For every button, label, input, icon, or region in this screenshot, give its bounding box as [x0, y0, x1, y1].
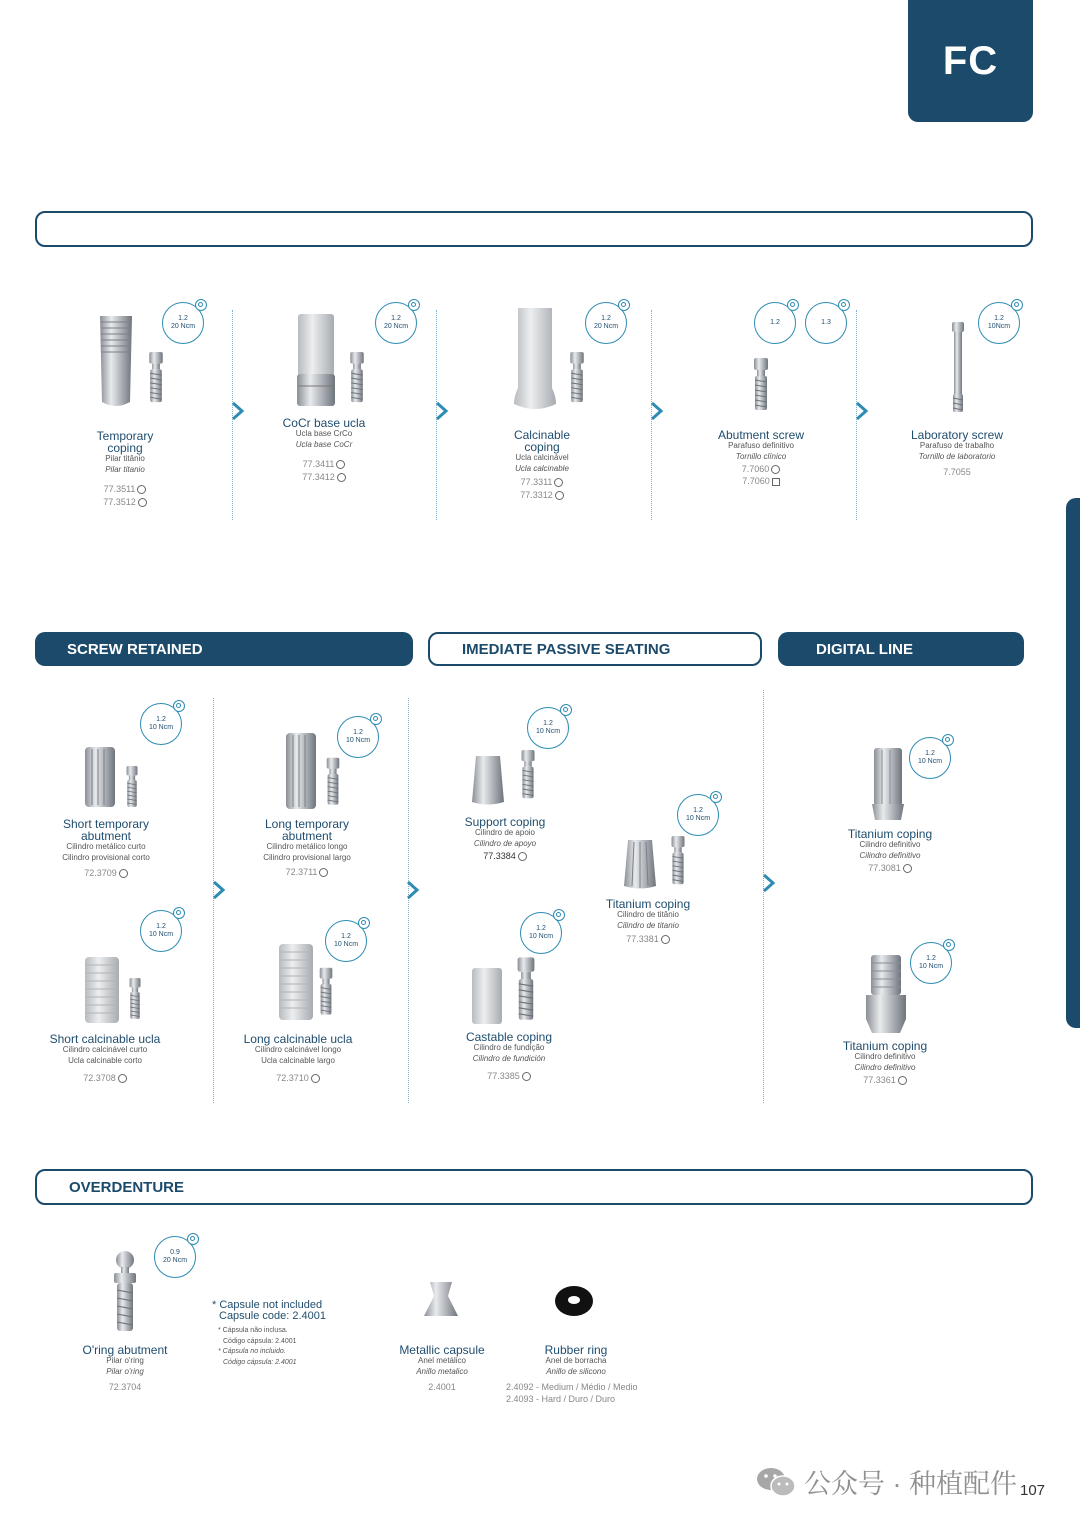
note-line: Código cápsula: 2.4001 [223, 1358, 297, 1366]
product-code: 7.7055 [943, 466, 971, 477]
product-code: 2.4001 [428, 1381, 456, 1392]
screw-image [518, 750, 538, 802]
short-calcinable-ucla-image [84, 955, 120, 1025]
chevron-right-icon [650, 401, 664, 421]
chevron-right-icon [762, 873, 776, 893]
screw-image [567, 352, 587, 406]
section-header-overdenture: OVERDENTURE [35, 1169, 1033, 1205]
screw-image [127, 978, 143, 1022]
product-name: Laboratory screw [910, 428, 1004, 442]
product-name: Titanium coping [847, 827, 933, 841]
product-subtitle: Cilindro metálico longo [266, 842, 348, 851]
product-name: coping [107, 441, 143, 455]
product-code: 77.3384 [420, 850, 590, 863]
product-name: Temporary [96, 429, 154, 443]
product-name: CoCr base ucla [282, 416, 366, 430]
torque-badge: 1.2 10 Ncm [140, 703, 182, 745]
product-name: Rubber ring [544, 1343, 608, 1357]
product-subtitle: Parafuso definitivo [728, 441, 794, 450]
rubber-ring-image [554, 1284, 594, 1318]
product-abutment-screw [676, 429, 846, 488]
product-subtitle-es: Pilar o'ring [106, 1366, 144, 1376]
product-code: 77.3412 [239, 472, 409, 483]
chevron-right-icon [212, 880, 226, 900]
product-subtitle: Cilindro calcinável curto [62, 1045, 148, 1054]
torque-badge: 1.2 10 Ncm [909, 737, 951, 779]
wechat-icon [756, 1466, 796, 1498]
chevron-right-icon [855, 401, 869, 421]
titanium-coping-image [622, 838, 658, 890]
product-name: Long calcinable ucla [243, 1032, 353, 1046]
torque-badge: 1.2 20 Ncm [585, 302, 627, 344]
torque-badge: 1.2 [754, 302, 796, 344]
section-header-imediate-passive-seating: IMEDIATE PASSIVE SEATING [428, 632, 762, 666]
product-code: 2.4092 - Medium / Médio / Medio [506, 1381, 638, 1392]
product-rubber-ring [506, 1344, 666, 1406]
temporary-coping-image [96, 312, 136, 410]
product-oring-abutment [40, 1344, 210, 1395]
screw-image [514, 956, 538, 1026]
product-castable-coping [424, 1031, 594, 1084]
product-subtitle-es: Ucla calcinable corto [68, 1055, 142, 1065]
product-laboratory-screw [872, 429, 1042, 480]
product-code: 77.3081 [805, 862, 975, 875]
product-subtitle: Pilar o'ring [106, 1356, 144, 1365]
side-edge-bar [1066, 498, 1080, 1028]
product-code: 2.4093 - Hard / Duro / Duro [506, 1393, 616, 1404]
product-short-calcinable-ucla [20, 1033, 190, 1086]
product-name: Titanium coping [605, 897, 691, 911]
product-code: 77.3385 [424, 1069, 594, 1084]
note-line: Capsule code: 2.4001 [219, 1310, 327, 1322]
note-line: Código cápsula: 2.4001 [223, 1337, 297, 1345]
product-subtitle: Parafuso de trabalho [919, 441, 995, 450]
screw-image [124, 766, 140, 810]
product-subtitle: Pilar titânio [105, 454, 145, 463]
chevron-right-icon [435, 401, 449, 421]
product-name: Support coping [464, 815, 546, 829]
product-subtitle: Ucla base CrCo [295, 429, 353, 438]
chevron-right-icon [406, 880, 420, 900]
product-subtitle: Cilindro de apoio [474, 828, 536, 837]
torque-badge: 0.9 20 Ncm [154, 1236, 196, 1278]
product-code: 77.3312 [457, 490, 627, 501]
product-subtitle-es: Cilindro provisional largo [263, 852, 351, 862]
product-subtitle-es: Cilindro de fundición [472, 1053, 546, 1063]
long-temporary-abutment-image [285, 731, 317, 811]
product-subtitle-es: Cilindro de apoyo [473, 838, 537, 848]
screw-image [347, 352, 367, 406]
torque-badge: 1.2 10 Ncm [520, 912, 562, 954]
product-short-temporary-abutment [21, 818, 191, 881]
product-name: O'ring abutment [82, 1343, 168, 1357]
torque-badge: 1.2 10 Ncm [910, 942, 952, 984]
product-long-temporary-abutment [222, 818, 392, 880]
product-calcinable-coping [457, 429, 627, 501]
support-coping-image [470, 754, 506, 806]
product-subtitle-es: Anillo metalico [416, 1366, 468, 1376]
product-subtitle: Anel metálico [417, 1356, 467, 1365]
product-titanium-coping-digital-2 [800, 1040, 970, 1086]
product-subtitle: Cilindro de titânio [617, 910, 679, 919]
torque-badge: 1.2 10 Ncm [527, 707, 569, 749]
product-subtitle-es: Cilindro provisional corto [62, 852, 150, 862]
oring-abutment-image [110, 1250, 140, 1334]
section-header-digital-line: DIGITAL LINE [778, 632, 1024, 666]
product-code: 7.7060 [676, 475, 846, 488]
product-name: abutment [80, 829, 132, 843]
product-subtitle: Cilindro metálico curto [66, 842, 146, 851]
product-code: 77.3511 [40, 482, 210, 497]
product-subtitle: Cilindro definitivo [859, 840, 921, 849]
product-subtitle-es: Pilar titanio [105, 464, 145, 474]
screw-image [146, 352, 166, 406]
torque-badge: 1.2 10Ncm [978, 302, 1020, 344]
torque-badge: 1.2 10 Ncm [140, 910, 182, 952]
divider [763, 690, 764, 1103]
short-temporary-abutment-image [84, 745, 116, 809]
product-metallic-capsule [357, 1344, 527, 1395]
product-subtitle-es: Ucla calcinable [515, 463, 569, 473]
product-code: 77.3512 [40, 497, 210, 508]
watermark [756, 1462, 1017, 1501]
product-subtitle-es: Cilindro de titanio [617, 920, 679, 930]
section-tab-fc: FC [908, 0, 1033, 122]
product-name: Abutment screw [717, 428, 805, 442]
metallic-capsule-image [422, 1280, 460, 1318]
product-subtitle-es: Cilindro definitivo [859, 850, 921, 860]
product-titanium-coping-digital-1 [805, 828, 975, 874]
product-subtitle-es: Ucla calcinable largo [261, 1055, 335, 1065]
torque-badge: 1.2 10 Ncm [337, 716, 379, 758]
torque-badge: 1.2 10 Ncm [325, 920, 367, 962]
product-subtitle-es: Tornillo de laboratorio [918, 451, 996, 461]
product-subtitle: Cilindro de fundição [473, 1043, 545, 1052]
product-name: Metallic capsule [399, 1343, 485, 1357]
page-number: 107 [1020, 1482, 1046, 1499]
note-line: * Capsule not included [212, 1299, 323, 1311]
abutment-screw-image [750, 358, 772, 414]
torque-badge: 1.2 20 Ncm [375, 302, 417, 344]
top-section-bar [35, 211, 1033, 247]
product-code: 77.3381 [563, 932, 733, 946]
titanium-coping-image [863, 953, 909, 1035]
watermark-text: 公众号 · 种植配件 [804, 1469, 1017, 1499]
product-subtitle-es: Anillo de silicono [546, 1366, 606, 1376]
torque-badge: 1.2 20 Ncm [162, 302, 204, 344]
product-code: 72.3709 [21, 866, 191, 881]
torque-badge: 1.3 [805, 302, 847, 344]
note-line: * Cápsula não inclusa. [218, 1327, 288, 1334]
long-calcinable-ucla-image [278, 942, 314, 1022]
product-code: 77.3411 [239, 457, 409, 472]
product-subtitle: Anel de borracha [545, 1356, 607, 1365]
section-header-screw-retained: SCREW RETAINED [35, 632, 413, 666]
calcinable-coping-image [512, 304, 558, 414]
product-name: Short temporary [62, 817, 150, 831]
product-subtitle-es: Ucla base CoCr [295, 439, 353, 449]
divider [408, 698, 409, 1103]
product-cocr-base-ucla [239, 417, 409, 483]
screw-image [668, 836, 688, 888]
product-code: 7.7060 [676, 463, 846, 476]
product-subtitle: Cilindro definitivo [854, 1052, 916, 1061]
product-temporary-coping [40, 430, 210, 508]
screw-image [317, 966, 335, 1020]
product-name: Short calcinable ucla [49, 1032, 161, 1046]
castable-coping-image [470, 966, 504, 1026]
product-name: Calcinable [513, 428, 571, 442]
capsule-note [212, 1300, 372, 1368]
product-subtitle-es: Tornillo clínico [735, 451, 787, 461]
product-subtitle: Cilindro calcinável longo [254, 1045, 342, 1054]
product-code: 72.3710 [213, 1071, 383, 1086]
product-long-calcinable-ucla [213, 1033, 383, 1086]
product-code: 77.3311 [457, 475, 627, 490]
product-code: 72.3711 [222, 865, 392, 880]
note-line: * Cápsula no incluido. [218, 1348, 286, 1355]
cocr-base-ucla-image [296, 312, 336, 408]
product-name: Long temporary [264, 817, 350, 831]
product-code: 77.3361 [800, 1074, 970, 1087]
laboratory-screw-image [950, 320, 966, 414]
product-titanium-coping-imediate [563, 898, 733, 946]
titanium-coping-image [870, 746, 906, 822]
torque-badge: 1.2 10 Ncm [677, 794, 719, 836]
product-name: coping [524, 440, 560, 454]
product-name: Titanium coping [842, 1039, 928, 1053]
product-code: 72.3708 [20, 1071, 190, 1086]
product-name: abutment [281, 829, 333, 843]
product-support-coping [420, 816, 590, 862]
product-code: 72.3704 [108, 1381, 142, 1392]
product-subtitle: Ucla calcinável [515, 453, 569, 462]
product-name: Castable coping [465, 1030, 553, 1044]
screw-image [324, 756, 342, 810]
product-subtitle-es: Cilindro definitivo [854, 1062, 916, 1072]
